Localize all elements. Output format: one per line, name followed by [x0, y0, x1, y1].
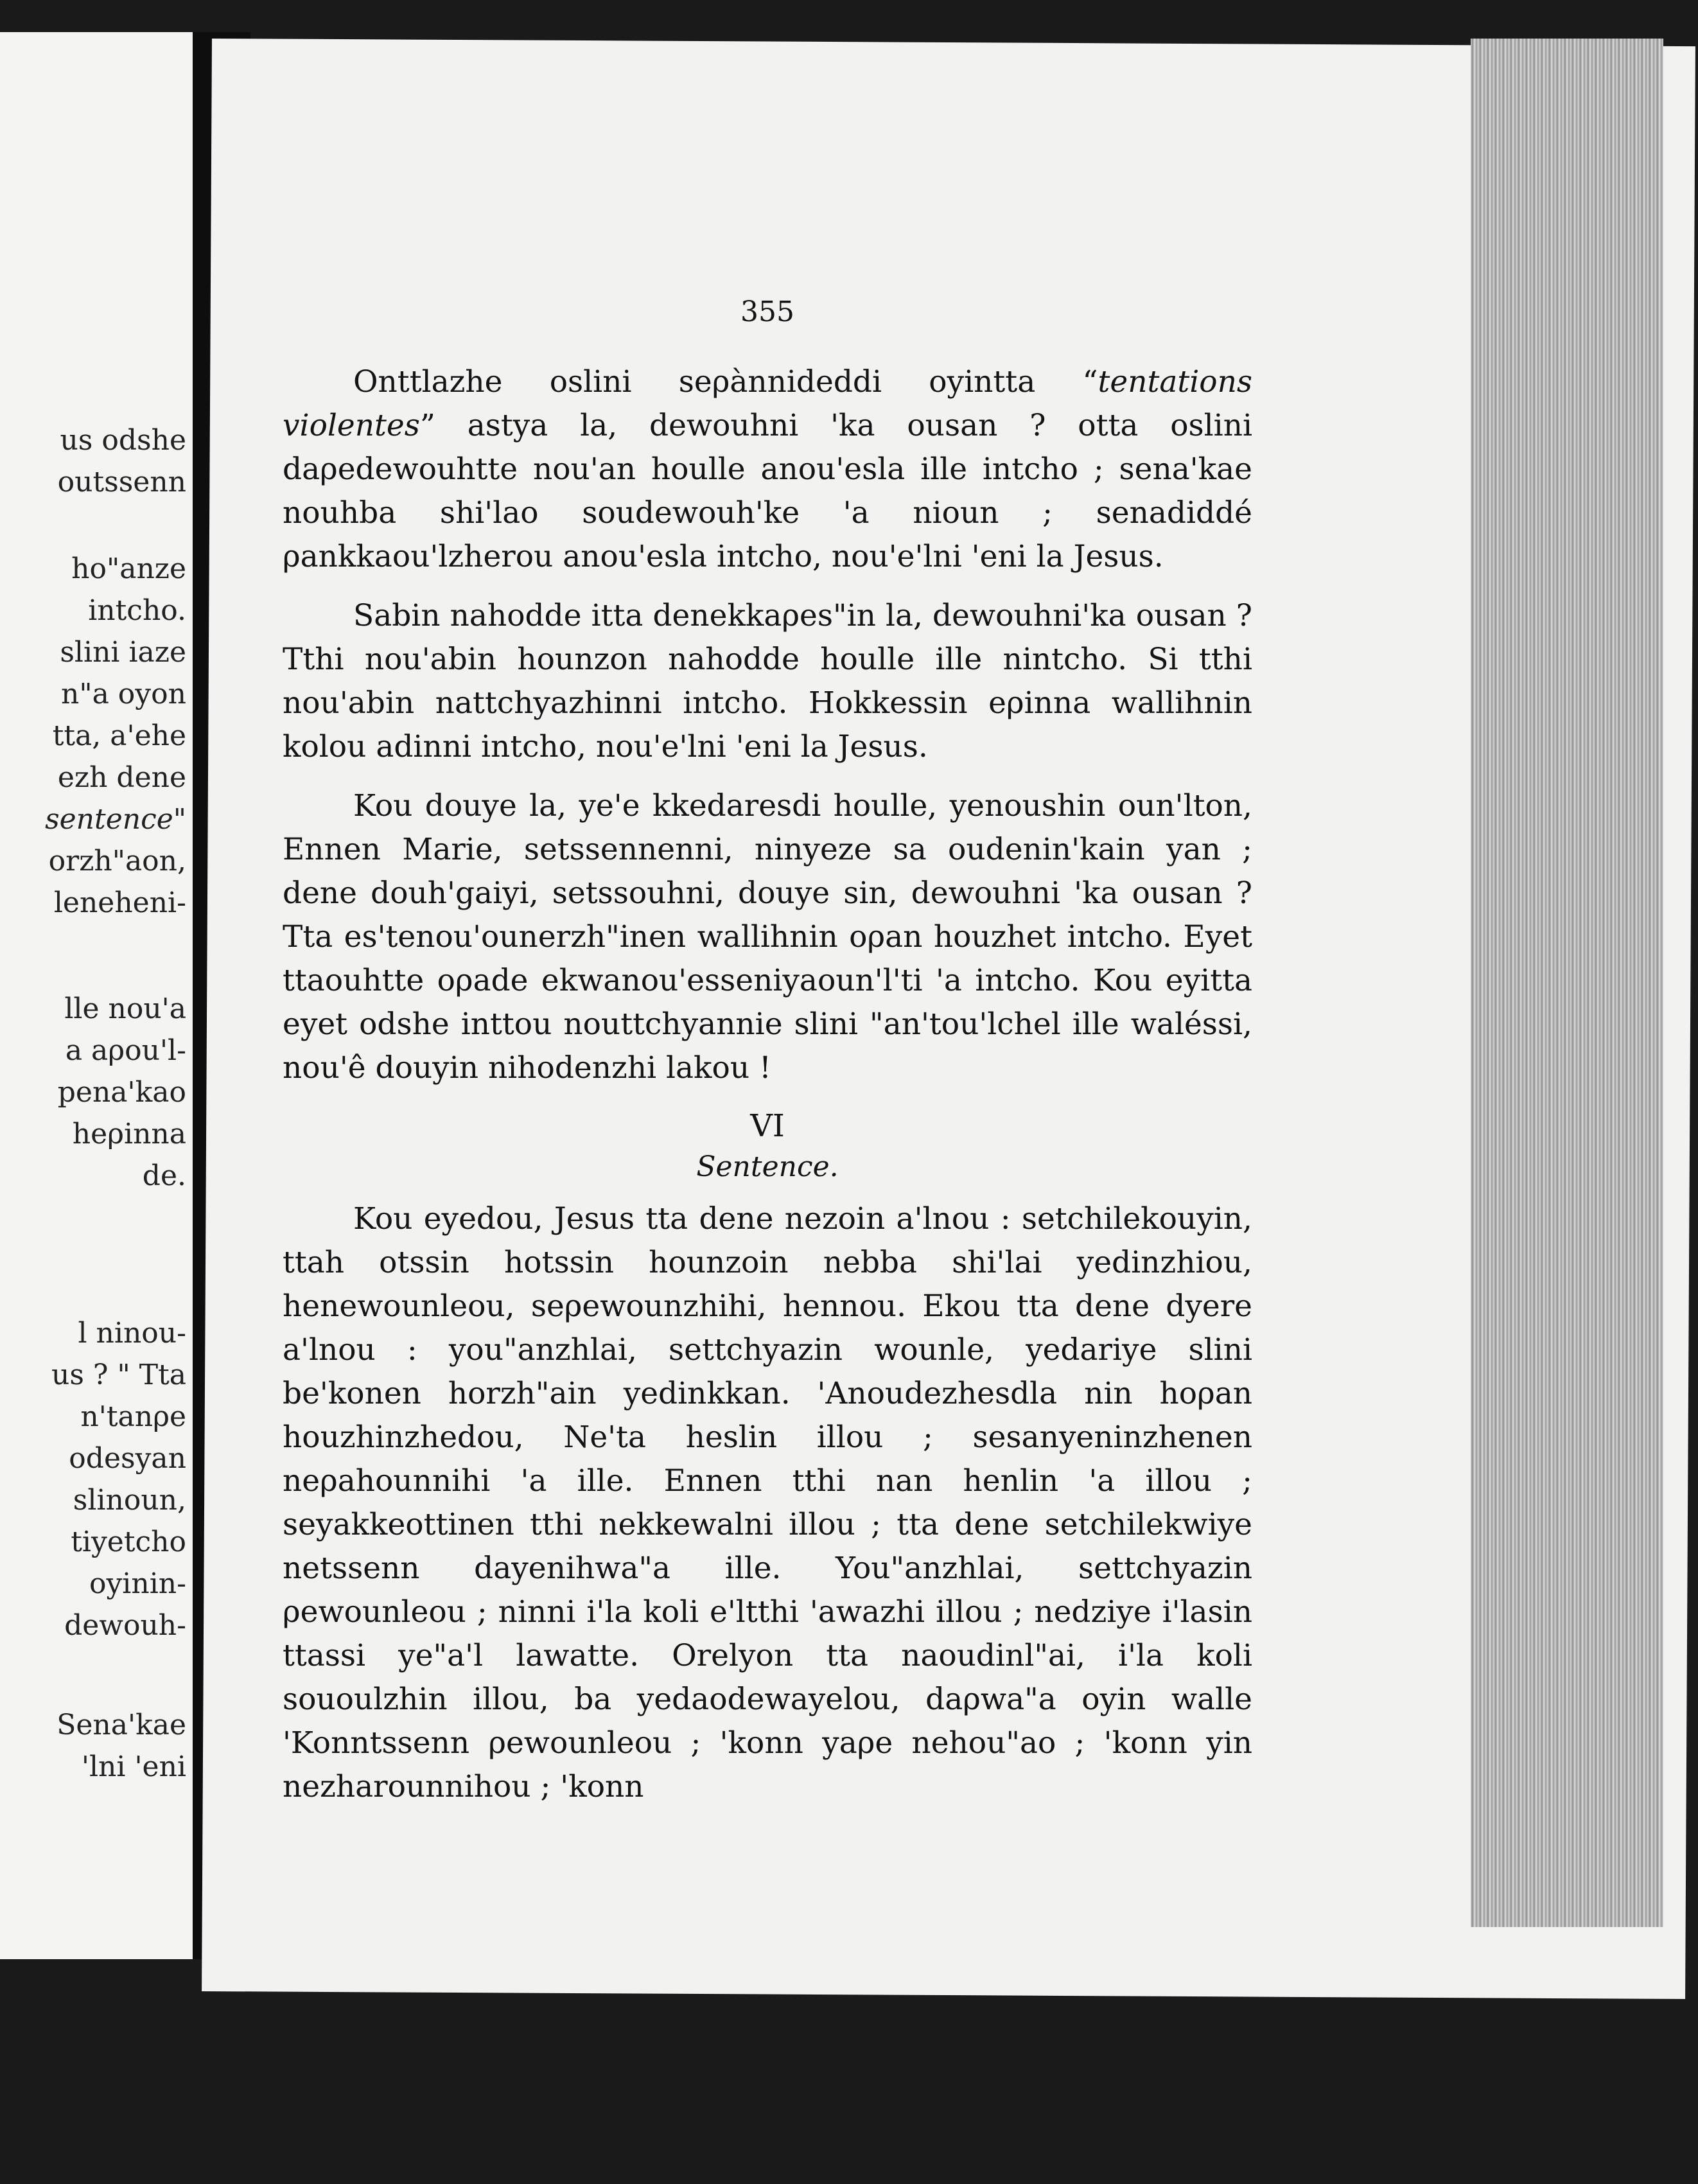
left-page-line: de. [142, 1159, 186, 1192]
page-text [283, 295, 1252, 1809]
paragraph-2: Sabin nahodde itta denekkaρes"in la, dewouhni'ka ousan ? Tthi nou'abin hounzon nahodde houlle ille nintcho. Si tthi nou'abin nattchyazhinni intcho. Hokkessin eρinna wallihnin kolou adinni intcho, nou'e'lni 'eni la Jesus. [283, 598, 1252, 764]
left-page-line: l ninou- [78, 1317, 186, 1350]
left-page-line: intcho. [88, 594, 186, 627]
left-page-line: slini iaze [60, 636, 186, 669]
left-page-line: ezh dene [57, 761, 186, 794]
left-page-line: orzh"aon, [48, 845, 186, 877]
left-page-line: lle nou'a [64, 992, 186, 1025]
left-page-line: tta, a'ehe [52, 719, 186, 752]
left-page-line: a aρou'l- [65, 1034, 186, 1067]
paragraph-3: Kou douye la, ye'e kkedaresdi houlle, yenoushin oun'lton, Ennen Marie, setssennenni, ninyeze sa oudenin'kain yan ; dene douh'gaiyi, setssouhni, douye sin, dewouhni 'ka ousan ? Tta es'tenou'ounerzh"inen wallihnin oρan houzhet intcho. Eyet ttaouhtte oρade ekwanou'esseniyaoun'l'ti 'a intcho. Kou eyitta eyet odshe inttou nouttchyannie slini "an'tou'lchel ille waléssi, nou'ê douyin nihodenzhi lakou ! [283, 788, 1252, 1086]
left-page-line: ho"anze [71, 552, 186, 585]
page-edges [1471, 39, 1663, 1927]
left-page-line: us odshe [60, 424, 186, 457]
left-page-line: us ? " Tta [51, 1359, 186, 1391]
section-title: Sentence. [696, 1150, 839, 1183]
left-page-line: pena'kao [57, 1076, 186, 1109]
left-page-line: sentence" [45, 803, 186, 836]
section-number: VI [750, 1108, 785, 1144]
left-page-line: slinoun, [73, 1484, 186, 1517]
left-page-line: outssenn [57, 466, 186, 498]
left-page-line: n'tanρe [80, 1400, 186, 1433]
left-page-line: 'lni 'eni [81, 1750, 186, 1783]
left-page-line: heρinna [72, 1118, 186, 1150]
left-page-line: n"a oyon [61, 678, 186, 710]
section-paragraph: Kou eyedou, Jesus tta dene nezoin a'lnou : setchilekouyin, ttah otssin hotssin hounzoin nebba shi'lai yedinzhiou, henewounleou, seρewounzhihi, hennou. Ekou tta dene dyere a'lnou : you"anzhlai, settchyazin wounle, yedariye slini be'konen horzh"ain yedinkkan. 'Anoudezhesdla nin hoρan houzhinzhedou, Ne'ta heslin illou ; sesanyeninzhenen neρahounnihi 'a ille. Ennen tthi nan henlin 'a illou ; seyakkeottinen tthi nekkewalni illou ; tta dene setchilekwiye netssenn dayenihwa"a ille. You"anzhlai, settchyazin ρewounleou ; ninni i'la koli e'ltthi 'awazhi illou ; nedziye i'lasin ttassi ye"a'l lawatte. Orelyon tta naoudinl"ai, i'la koli sououlzhin illou, ba yedaodewayelou, daρwa"a oyin walle 'Konntssenn ρewounleou ; 'konn yaρe nehou"ao ; 'konn yin nezharounnihou ; 'konn [283, 1201, 1252, 1804]
italic-phrase: tentations violentes [283, 364, 1252, 443]
left-page-line: Sena'kae [57, 1709, 186, 1741]
left-page-line: odesyan [69, 1442, 186, 1475]
paragraph-1: Onttlazhe oslini seρànnideddi oyintta “tentations violentes” astya la, dewouhni 'ka ousan ? otta oslini daρedewouhtte nou'an houlle anou'esla ille intcho ; sena'kae nouhba shi'lao soudewouh'ke 'a nioun ; senadiddé ρankkaou'lzherou anou'esla intcho, nou'e'lni 'eni la Jesus. [283, 364, 1252, 574]
left-page-fragment [0, 32, 193, 1959]
left-page-line: dewouh- [64, 1609, 186, 1642]
page-number: 355 [740, 295, 794, 328]
left-page-line: leneheni- [53, 886, 186, 919]
left-page-line: oyinin- [89, 1567, 186, 1600]
left-page-line: tiyetcho [71, 1526, 186, 1558]
